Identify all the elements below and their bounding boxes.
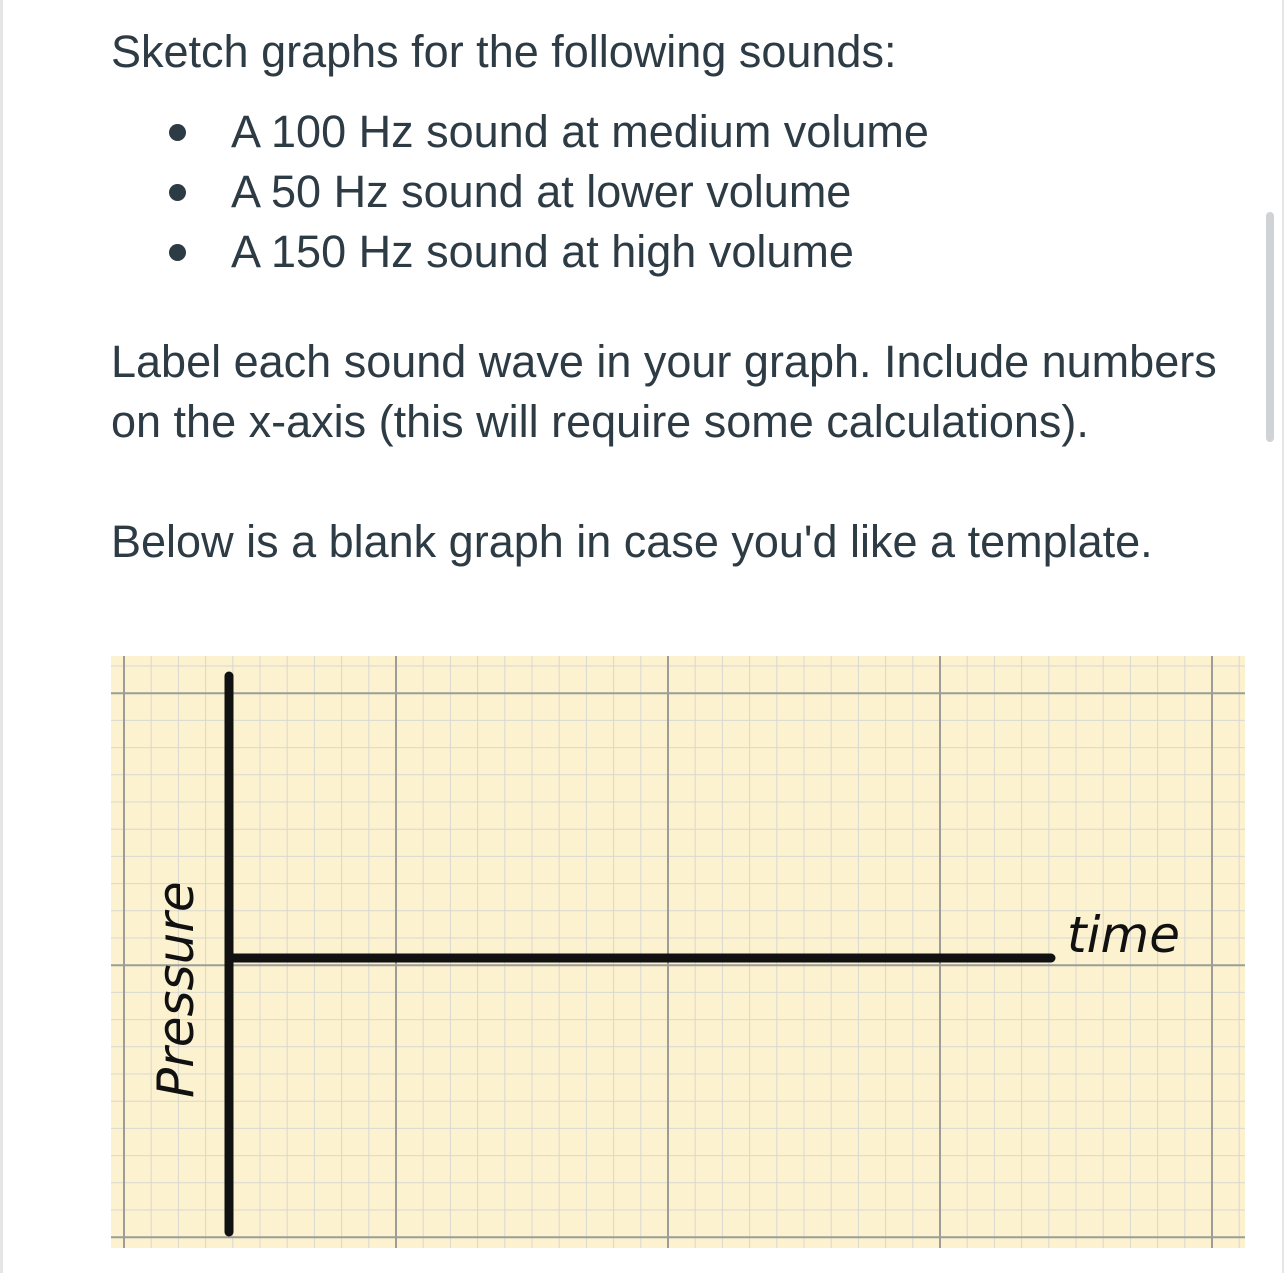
list-item-text: A 100 Hz sound at medium volume <box>231 106 929 157</box>
page-left-border <box>0 0 3 1273</box>
pressure-axis-label: Pressure <box>147 881 205 1098</box>
graph-image <box>111 656 1245 1248</box>
blank-graph-template <box>111 656 1245 1248</box>
list-item-text: A 150 Hz sound at high volume <box>231 226 854 277</box>
bullet-icon <box>169 244 186 261</box>
sound-list <box>111 102 1251 282</box>
label-instructions: Label each sound wave in your graph. Include numbers on the x-axis (this will require some calculations). <box>111 336 1217 447</box>
template-note: Below is a blank graph in case you'd like a template. <box>111 516 1153 567</box>
list-item-text: A 50 Hz sound at lower volume <box>231 166 852 217</box>
assignment-content <box>111 22 1251 572</box>
bullet-icon <box>169 184 186 201</box>
list-item <box>111 222 1251 282</box>
list-item <box>111 102 1251 162</box>
bullet-icon <box>169 124 186 141</box>
instructions-heading: Sketch graphs for the following sounds: <box>111 26 897 77</box>
time-axis-label: time <box>1067 906 1180 964</box>
list-item <box>111 162 1251 222</box>
scrollbar-thumb[interactable] <box>1266 212 1274 442</box>
